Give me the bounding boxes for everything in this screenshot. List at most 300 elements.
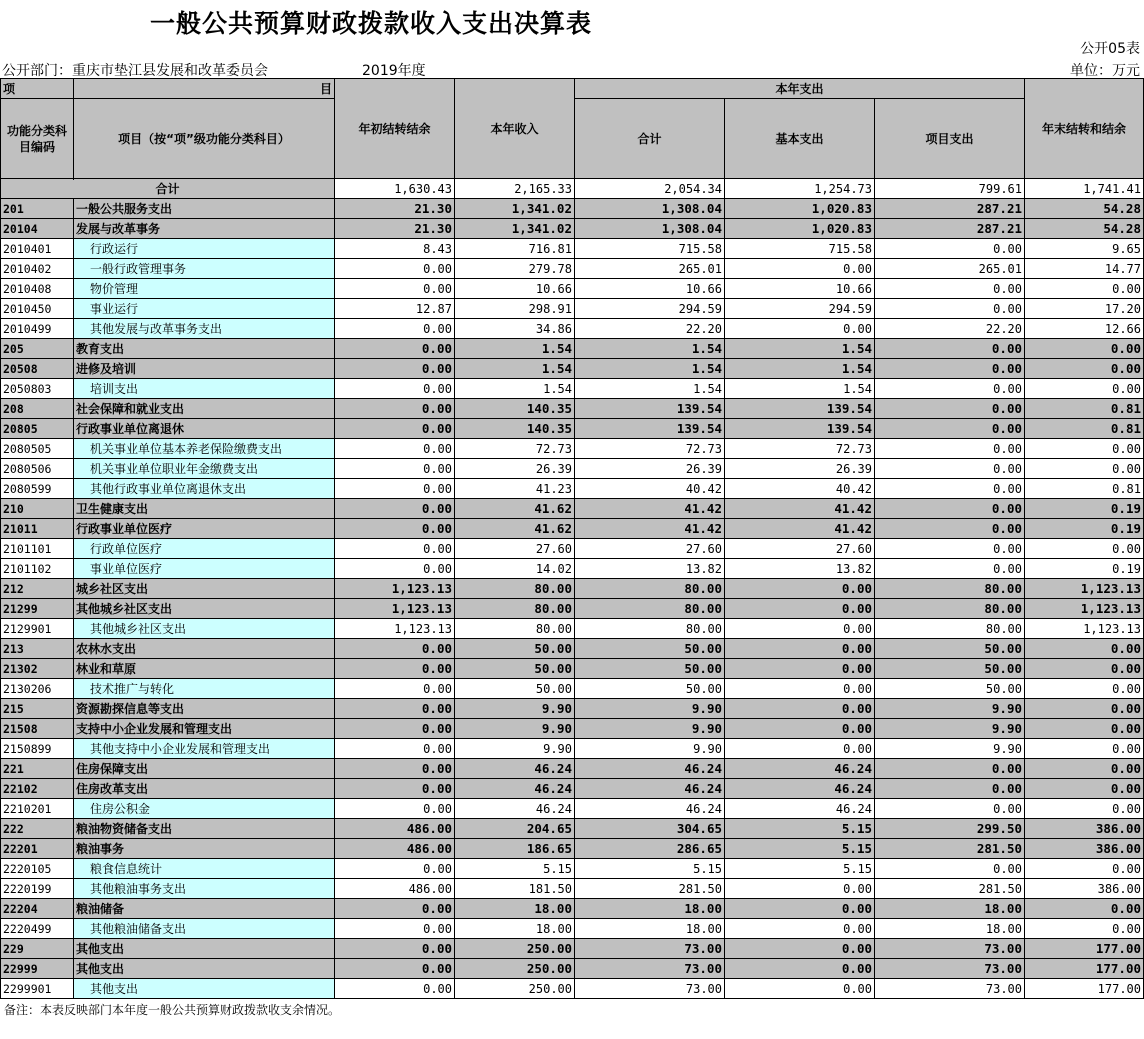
- cell-income: 140.35: [455, 419, 575, 439]
- table-row: [1, 779, 1144, 799]
- cell-basic: 0.00: [725, 659, 875, 679]
- table-row: [1, 599, 1144, 619]
- row-code: 2220499: [1, 919, 74, 939]
- cell-income: 181.50: [455, 879, 575, 899]
- header-income: 本年收入: [455, 79, 575, 179]
- cell-expense-total: 9.90: [575, 719, 725, 739]
- cell-end-balance: 54.28: [1025, 199, 1144, 219]
- row-name: 粮油事务: [74, 839, 335, 859]
- cell-begin-balance: 21.30: [335, 199, 455, 219]
- row-code: 2010402: [1, 259, 74, 279]
- row-code: 205: [1, 339, 74, 359]
- row-name: 一般公共服务支出: [74, 199, 335, 219]
- table-row: [1, 259, 1144, 279]
- cell-end-balance: 0.00: [1025, 779, 1144, 799]
- cell-end-balance: 177.00: [1025, 979, 1144, 999]
- cell-end-balance: 0.19: [1025, 499, 1144, 519]
- cell-basic: 0.00: [725, 919, 875, 939]
- header-project: 项目支出: [875, 99, 1025, 179]
- total-income: 2,165.33: [455, 179, 575, 199]
- cell-begin-balance: 0.00: [335, 859, 455, 879]
- cell-project: 9.90: [875, 699, 1025, 719]
- cell-expense-total: 715.58: [575, 239, 725, 259]
- table-row: [1, 959, 1144, 979]
- total-basic: 1,254.73: [725, 179, 875, 199]
- row-name: 教育支出: [74, 339, 335, 359]
- cell-basic: 41.42: [725, 519, 875, 539]
- cell-expense-total: 304.65: [575, 819, 725, 839]
- table-row: [1, 239, 1144, 259]
- total-label: 合计: [1, 179, 335, 199]
- cell-project: 0.00: [875, 239, 1025, 259]
- cell-income: 1.54: [455, 379, 575, 399]
- table-row: [1, 459, 1144, 479]
- cell-project: 22.20: [875, 319, 1025, 339]
- cell-basic: 139.54: [725, 419, 875, 439]
- table-row: [1, 319, 1144, 339]
- table-row: [1, 659, 1144, 679]
- cell-income: 1,341.02: [455, 199, 575, 219]
- cell-end-balance: 0.00: [1025, 699, 1144, 719]
- cell-end-balance: 9.65: [1025, 239, 1144, 259]
- row-code: 2010401: [1, 239, 74, 259]
- row-code: 210: [1, 499, 74, 519]
- table-row: [1, 219, 1144, 239]
- row-code: 215: [1, 699, 74, 719]
- row-name: 发展与改革事务: [74, 219, 335, 239]
- cell-begin-balance: 0.00: [335, 379, 455, 399]
- cell-project: 265.01: [875, 259, 1025, 279]
- cell-begin-balance: 0.00: [335, 459, 455, 479]
- cell-income: 10.66: [455, 279, 575, 299]
- fiscal-year: 2019年度: [362, 63, 426, 79]
- cell-basic: 1.54: [725, 359, 875, 379]
- row-code: 2150899: [1, 739, 74, 759]
- page-title: 一般公共预算财政拨款收入支出决算表: [150, 9, 593, 38]
- cell-income: 9.90: [455, 719, 575, 739]
- cell-begin-balance: 0.00: [335, 959, 455, 979]
- cell-project: 0.00: [875, 519, 1025, 539]
- cell-begin-balance: 486.00: [335, 819, 455, 839]
- cell-begin-balance: 21.30: [335, 219, 455, 239]
- table-row: [1, 299, 1144, 319]
- cell-income: 186.65: [455, 839, 575, 859]
- row-code: 208: [1, 399, 74, 419]
- cell-project: 9.90: [875, 739, 1025, 759]
- cell-begin-balance: 0.00: [335, 759, 455, 779]
- cell-end-balance: 0.00: [1025, 279, 1144, 299]
- cell-basic: 294.59: [725, 299, 875, 319]
- cell-expense-total: 1,308.04: [575, 199, 725, 219]
- cell-begin-balance: 0.00: [335, 559, 455, 579]
- cell-income: 18.00: [455, 919, 575, 939]
- row-name: 机关事业单位基本养老保险缴费支出: [74, 439, 335, 459]
- cell-end-balance: 0.00: [1025, 739, 1144, 759]
- table-row: [1, 559, 1144, 579]
- cell-project: 0.00: [875, 379, 1025, 399]
- cell-basic: 1.54: [725, 339, 875, 359]
- row-code: 22201: [1, 839, 74, 859]
- table-row: [1, 619, 1144, 639]
- cell-end-balance: 386.00: [1025, 839, 1144, 859]
- header-code: 功能分类科目编码: [1, 99, 74, 179]
- cell-basic: 0.00: [725, 679, 875, 699]
- cell-expense-total: 27.60: [575, 539, 725, 559]
- cell-begin-balance: 1,123.13: [335, 579, 455, 599]
- cell-basic: 10.66: [725, 279, 875, 299]
- cell-end-balance: 0.81: [1025, 419, 1144, 439]
- cell-expense-total: 72.73: [575, 439, 725, 459]
- cell-begin-balance: 0.00: [335, 539, 455, 559]
- cell-income: 9.90: [455, 739, 575, 759]
- cell-begin-balance: 1,123.13: [335, 619, 455, 639]
- row-code: 21302: [1, 659, 74, 679]
- table-row: [1, 939, 1144, 959]
- cell-begin-balance: 0.00: [335, 279, 455, 299]
- cell-basic: 0.00: [725, 979, 875, 999]
- cell-begin-balance: 0.00: [335, 779, 455, 799]
- cell-project: 73.00: [875, 979, 1025, 999]
- cell-income: 50.00: [455, 639, 575, 659]
- table-row: [1, 739, 1144, 759]
- cell-begin-balance: 0.00: [335, 939, 455, 959]
- cell-basic: 139.54: [725, 399, 875, 419]
- row-name: 其他发展与改革事务支出: [74, 319, 335, 339]
- cell-end-balance: 0.00: [1025, 379, 1144, 399]
- cell-project: 0.00: [875, 499, 1025, 519]
- cell-begin-balance: 0.00: [335, 419, 455, 439]
- cell-income: 27.60: [455, 539, 575, 559]
- row-name: 支持中小企业发展和管理支出: [74, 719, 335, 739]
- row-name: 社会保障和就业支出: [74, 399, 335, 419]
- cell-basic: 0.00: [725, 639, 875, 659]
- row-code: 21011: [1, 519, 74, 539]
- cell-project: 281.50: [875, 839, 1025, 859]
- header-xiang: 项: [1, 79, 74, 99]
- table-row: [1, 839, 1144, 859]
- cell-income: 72.73: [455, 439, 575, 459]
- cell-project: 80.00: [875, 599, 1025, 619]
- cell-income: 14.02: [455, 559, 575, 579]
- cell-end-balance: 12.66: [1025, 319, 1144, 339]
- cell-expense-total: 1.54: [575, 339, 725, 359]
- cell-expense-total: 50.00: [575, 659, 725, 679]
- row-code: 2220105: [1, 859, 74, 879]
- cell-income: 80.00: [455, 599, 575, 619]
- row-name: 粮油物资储备支出: [74, 819, 335, 839]
- row-code: 2080505: [1, 439, 74, 459]
- row-code: 20805: [1, 419, 74, 439]
- cell-basic: 27.60: [725, 539, 875, 559]
- header-expense-group: 本年支出: [575, 79, 1025, 99]
- cell-end-balance: 0.19: [1025, 559, 1144, 579]
- cell-expense-total: 1.54: [575, 359, 725, 379]
- row-name: 行政单位医疗: [74, 539, 335, 559]
- table-row: [1, 979, 1144, 999]
- table-number: 公开05表: [1080, 41, 1140, 57]
- table-row: [1, 799, 1144, 819]
- cell-expense-total: 265.01: [575, 259, 725, 279]
- cell-project: 0.00: [875, 459, 1025, 479]
- row-name: 粮油储备: [74, 899, 335, 919]
- cell-end-balance: 0.00: [1025, 539, 1144, 559]
- cell-expense-total: 41.42: [575, 519, 725, 539]
- cell-end-balance: 1,123.13: [1025, 599, 1144, 619]
- row-code: 2129901: [1, 619, 74, 639]
- header-name: 项目（按“项”级功能分类科目）: [74, 99, 335, 179]
- cell-begin-balance: 0.00: [335, 679, 455, 699]
- cell-begin-balance: 0.00: [335, 899, 455, 919]
- cell-expense-total: 139.54: [575, 399, 725, 419]
- row-name: 技术推广与转化: [74, 679, 335, 699]
- cell-income: 46.24: [455, 779, 575, 799]
- cell-end-balance: 1,123.13: [1025, 619, 1144, 639]
- row-code: 22999: [1, 959, 74, 979]
- cell-project: 0.00: [875, 339, 1025, 359]
- cell-income: 80.00: [455, 579, 575, 599]
- row-code: 222: [1, 819, 74, 839]
- cell-basic: 0.00: [725, 939, 875, 959]
- header-mu: 目: [74, 79, 335, 99]
- row-name: 其他城乡社区支出: [74, 599, 335, 619]
- row-name: 其他支持中小企业发展和管理支出: [74, 739, 335, 759]
- cell-end-balance: 386.00: [1025, 879, 1144, 899]
- row-name: 其他支出: [74, 979, 335, 999]
- table-row: [1, 819, 1144, 839]
- cell-begin-balance: 0.00: [335, 659, 455, 679]
- cell-basic: 40.42: [725, 479, 875, 499]
- total-expense: 2,054.34: [575, 179, 725, 199]
- cell-begin-balance: 0.00: [335, 719, 455, 739]
- row-code: 2080599: [1, 479, 74, 499]
- cell-income: 1.54: [455, 339, 575, 359]
- cell-basic: 72.73: [725, 439, 875, 459]
- cell-expense-total: 10.66: [575, 279, 725, 299]
- row-code: 2050803: [1, 379, 74, 399]
- cell-end-balance: 17.20: [1025, 299, 1144, 319]
- cell-end-balance: 386.00: [1025, 819, 1144, 839]
- row-name: 住房改革支出: [74, 779, 335, 799]
- cell-expense-total: 80.00: [575, 579, 725, 599]
- row-name: 事业单位医疗: [74, 559, 335, 579]
- table-row: [1, 759, 1144, 779]
- cell-begin-balance: 0.00: [335, 519, 455, 539]
- cell-expense-total: 13.82: [575, 559, 725, 579]
- cell-project: 0.00: [875, 859, 1025, 879]
- row-name: 培训支出: [74, 379, 335, 399]
- cell-income: 50.00: [455, 659, 575, 679]
- cell-project: 0.00: [875, 299, 1025, 319]
- row-code: 213: [1, 639, 74, 659]
- cell-begin-balance: 0.00: [335, 339, 455, 359]
- row-name: 其他城乡社区支出: [74, 619, 335, 639]
- table-row: [1, 859, 1144, 879]
- cell-income: 9.90: [455, 699, 575, 719]
- row-name: 进修及培训: [74, 359, 335, 379]
- header-total: 合计: [575, 99, 725, 179]
- cell-basic: 0.00: [725, 699, 875, 719]
- row-code: 2210201: [1, 799, 74, 819]
- cell-project: 299.50: [875, 819, 1025, 839]
- cell-project: 0.00: [875, 419, 1025, 439]
- cell-income: 46.24: [455, 799, 575, 819]
- total-begin-balance: 1,630.43: [335, 179, 455, 199]
- cell-expense-total: 73.00: [575, 959, 725, 979]
- cell-basic: 0.00: [725, 719, 875, 739]
- cell-income: 46.24: [455, 759, 575, 779]
- cell-end-balance: 0.00: [1025, 359, 1144, 379]
- cell-end-balance: 177.00: [1025, 939, 1144, 959]
- cell-income: 34.86: [455, 319, 575, 339]
- header-basic: 基本支出: [725, 99, 875, 179]
- total-project: 799.61: [875, 179, 1025, 199]
- header-end-balance: 年末结转和结余: [1025, 79, 1144, 179]
- cell-end-balance: 0.00: [1025, 919, 1144, 939]
- cell-basic: 1,020.83: [725, 199, 875, 219]
- cell-begin-balance: 8.43: [335, 239, 455, 259]
- row-name: 其他支出: [74, 959, 335, 979]
- cell-basic: 0.00: [725, 259, 875, 279]
- row-name: 林业和草原: [74, 659, 335, 679]
- cell-end-balance: 0.19: [1025, 519, 1144, 539]
- footnote: 备注：本表反映部门本年度一般公共预算财政拨款收支余情况。: [4, 1003, 341, 1017]
- cell-income: 279.78: [455, 259, 575, 279]
- row-name: 城乡社区支出: [74, 579, 335, 599]
- row-code: 229: [1, 939, 74, 959]
- total-end-balance: 1,741.41: [1025, 179, 1144, 199]
- cell-income: 1,341.02: [455, 219, 575, 239]
- department-label: 公开部门：重庆市垫江县发展和改革委员会: [2, 63, 268, 79]
- cell-end-balance: 0.00: [1025, 719, 1144, 739]
- table-row: [1, 679, 1144, 699]
- cell-basic: 26.39: [725, 459, 875, 479]
- cell-expense-total: 18.00: [575, 899, 725, 919]
- cell-project: 80.00: [875, 579, 1025, 599]
- cell-expense-total: 46.24: [575, 779, 725, 799]
- cell-project: 281.50: [875, 879, 1025, 899]
- table-row: [1, 579, 1144, 599]
- row-code: 21299: [1, 599, 74, 619]
- row-name: 住房公积金: [74, 799, 335, 819]
- row-name: 其他行政事业单位离退休支出: [74, 479, 335, 499]
- cell-income: 250.00: [455, 959, 575, 979]
- table-row: [1, 719, 1144, 739]
- cell-basic: 715.58: [725, 239, 875, 259]
- cell-expense-total: 80.00: [575, 599, 725, 619]
- cell-begin-balance: 0.00: [335, 799, 455, 819]
- cell-project: 0.00: [875, 279, 1025, 299]
- cell-basic: 0.00: [725, 619, 875, 639]
- table-row: [1, 479, 1144, 499]
- cell-project: 0.00: [875, 479, 1025, 499]
- table-row: [1, 919, 1144, 939]
- table-row: [1, 419, 1144, 439]
- table-row: [1, 379, 1144, 399]
- cell-expense-total: 1,308.04: [575, 219, 725, 239]
- cell-basic: 46.24: [725, 779, 875, 799]
- cell-expense-total: 286.65: [575, 839, 725, 859]
- row-name: 粮食信息统计: [74, 859, 335, 879]
- cell-basic: 13.82: [725, 559, 875, 579]
- cell-basic: 0.00: [725, 899, 875, 919]
- table-row: [1, 519, 1144, 539]
- row-code: 2010408: [1, 279, 74, 299]
- row-name: 住房保障支出: [74, 759, 335, 779]
- cell-project: 0.00: [875, 779, 1025, 799]
- row-code: 221: [1, 759, 74, 779]
- cell-income: 18.00: [455, 899, 575, 919]
- cell-expense-total: 40.42: [575, 479, 725, 499]
- cell-project: 18.00: [875, 899, 1025, 919]
- cell-expense-total: 73.00: [575, 939, 725, 959]
- row-name: 行政事业单位离退休: [74, 419, 335, 439]
- row-code: 21508: [1, 719, 74, 739]
- cell-begin-balance: 486.00: [335, 879, 455, 899]
- cell-end-balance: 0.00: [1025, 439, 1144, 459]
- cell-project: 73.00: [875, 939, 1025, 959]
- cell-income: 204.65: [455, 819, 575, 839]
- cell-begin-balance: 12.87: [335, 299, 455, 319]
- cell-income: 250.00: [455, 979, 575, 999]
- table-row: [1, 539, 1144, 559]
- budget-table: [0, 78, 1144, 999]
- cell-begin-balance: 0.00: [335, 319, 455, 339]
- cell-expense-total: 9.90: [575, 739, 725, 759]
- cell-income: 26.39: [455, 459, 575, 479]
- cell-basic: 0.00: [725, 739, 875, 759]
- cell-end-balance: 0.00: [1025, 859, 1144, 879]
- row-code: 2101102: [1, 559, 74, 579]
- cell-project: 0.00: [875, 799, 1025, 819]
- cell-project: 0.00: [875, 759, 1025, 779]
- table-row: [1, 899, 1144, 919]
- cell-project: 0.00: [875, 439, 1025, 459]
- row-name: 事业运行: [74, 299, 335, 319]
- cell-project: 50.00: [875, 679, 1025, 699]
- cell-end-balance: 54.28: [1025, 219, 1144, 239]
- cell-begin-balance: 0.00: [335, 979, 455, 999]
- table-row: [1, 639, 1144, 659]
- row-code: 212: [1, 579, 74, 599]
- cell-basic: 0.00: [725, 959, 875, 979]
- cell-expense-total: 139.54: [575, 419, 725, 439]
- cell-project: 287.21: [875, 199, 1025, 219]
- cell-income: 250.00: [455, 939, 575, 959]
- cell-project: 0.00: [875, 559, 1025, 579]
- cell-begin-balance: 0.00: [335, 919, 455, 939]
- cell-begin-balance: 0.00: [335, 359, 455, 379]
- cell-basic: 5.15: [725, 859, 875, 879]
- cell-income: 50.00: [455, 679, 575, 699]
- cell-project: 50.00: [875, 639, 1025, 659]
- cell-expense-total: 50.00: [575, 679, 725, 699]
- cell-basic: 41.42: [725, 499, 875, 519]
- cell-end-balance: 0.00: [1025, 679, 1144, 699]
- cell-expense-total: 1.54: [575, 379, 725, 399]
- table-row: [1, 279, 1144, 299]
- cell-project: 0.00: [875, 359, 1025, 379]
- row-code: 2101101: [1, 539, 74, 559]
- row-name: 农林水支出: [74, 639, 335, 659]
- cell-basic: 1,020.83: [725, 219, 875, 239]
- cell-income: 1.54: [455, 359, 575, 379]
- cell-expense-total: 46.24: [575, 759, 725, 779]
- cell-begin-balance: 0.00: [335, 639, 455, 659]
- cell-basic: 46.24: [725, 759, 875, 779]
- row-code: 22204: [1, 899, 74, 919]
- row-code: 2010450: [1, 299, 74, 319]
- cell-basic: 46.24: [725, 799, 875, 819]
